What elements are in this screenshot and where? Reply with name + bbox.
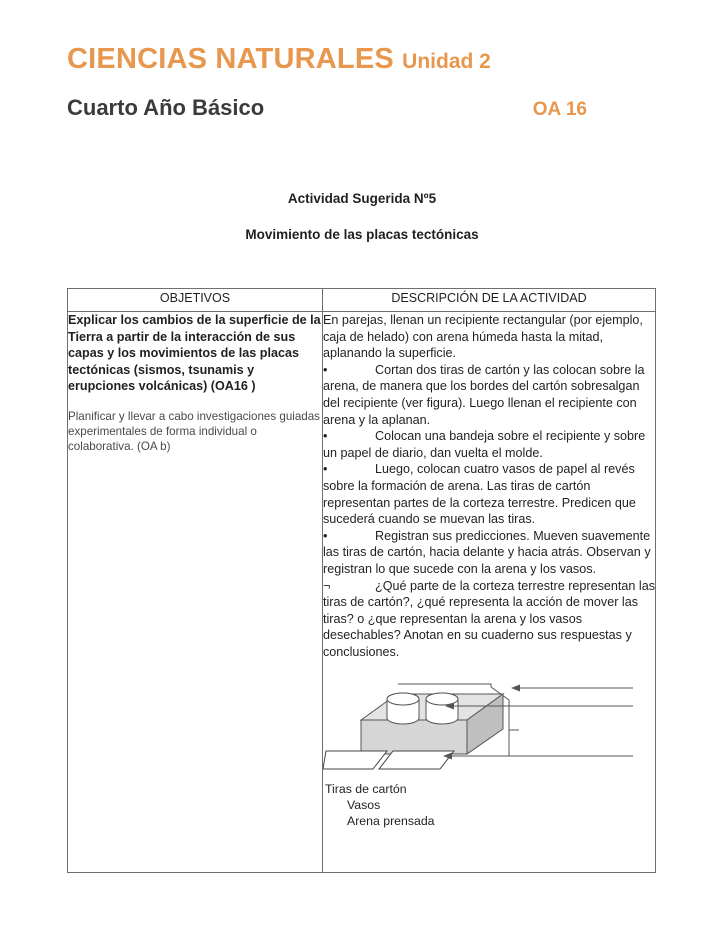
- oa-code-label: OA 16: [532, 99, 587, 120]
- description-step: [323, 428, 655, 461]
- unit-label: Unidad 2: [402, 50, 491, 73]
- description-step: [323, 362, 655, 428]
- table-header-row: [68, 289, 656, 312]
- activity-name: Movimiento de las placas tectónicas: [245, 227, 479, 242]
- description-cell: [323, 312, 656, 873]
- bullet-marker: •: [323, 429, 328, 444]
- objective-main-text: Explicar los cambios de la superficie de la Tierra a partir de la interacción de sus capas y los movimientos de las placas tectónicas (sismos, tsunamis y erupciones volcánicas) (OA16 ): [68, 313, 321, 393]
- figure-caption-arena: Arena prensada: [347, 814, 435, 829]
- step-text: Luego, colocan cuatro vasos de papel al revés sobre la formación de arena. Las tiras de cartón representan partes de la corteza terrestre. Predicen que sucederá cuando se muevan las tiras.: [323, 462, 636, 527]
- objectives-cell: [68, 312, 323, 873]
- column-header-descripcion: DESCRIPCIÓN DE LA ACTIVIDAD: [323, 289, 656, 312]
- document-header: [67, 42, 657, 123]
- subject-title: [67, 42, 657, 79]
- bullet-marker: ¬: [323, 578, 331, 593]
- description-step: [323, 578, 655, 661]
- step-text: Registran sus predicciones. Mueven suavemente las tiras de cartón, hacia delante y hacia atrás. Observan y registran lo que sucede con la arena y los vasos.: [323, 528, 651, 576]
- description-step: [323, 528, 655, 578]
- column-header-objetivos: OBJETIVOS: [68, 289, 323, 312]
- figure-captions: [323, 781, 655, 829]
- objective-sub-text: Planificar y llevar a cabo investigaciones guiadas experimentales de forma individual o colaborativa. (OA b): [68, 409, 320, 453]
- grade-row: [67, 95, 587, 123]
- description-step: [323, 461, 655, 527]
- bullet-marker: •: [323, 362, 328, 377]
- figure-caption-tiras: Tiras de cartón: [325, 782, 407, 797]
- step-text: Colocan una bandeja sobre el recipiente y sobre un papel de diario, dan vuelta el molde.: [323, 429, 646, 460]
- sand-box-diagram-svg: [323, 674, 638, 779]
- step-text: ¿Qué parte de la corteza terrestre representan las tiras de cartón?, ¿qué representa la acción de mover las tiras? o ¿que representan la arena y los vasos desechables? Anotan en su cuaderno sus respuestas y conclusiones.: [323, 578, 656, 659]
- description-intro: En parejas, llenan un recipiente rectangular (por ejemplo, caja de helado) con arena húmeda hasta la mitad, aplanando la superficie.: [323, 313, 643, 361]
- bullet-marker: •: [323, 528, 328, 543]
- activity-heading-block: [67, 190, 657, 244]
- step-text: Cortan dos tiras de cartón y las colocan sobre la arena, de manera que los bordes del cartón sobresalgan del recipiente (ver figura). Luego llenan el recipiente con arena y la aplanan.: [323, 362, 645, 427]
- table-row: [68, 312, 656, 873]
- activity-number: Actividad Sugerida Nº5: [287, 191, 437, 206]
- activity-table: [67, 288, 656, 873]
- figure-caption-vasos: Vasos: [347, 798, 381, 813]
- grade-label: Cuarto Año Básico: [67, 95, 265, 120]
- bullet-marker: •: [323, 462, 328, 477]
- subject-title-text: CIENCIAS NATURALES: [67, 43, 394, 75]
- experiment-figure: [323, 674, 638, 779]
